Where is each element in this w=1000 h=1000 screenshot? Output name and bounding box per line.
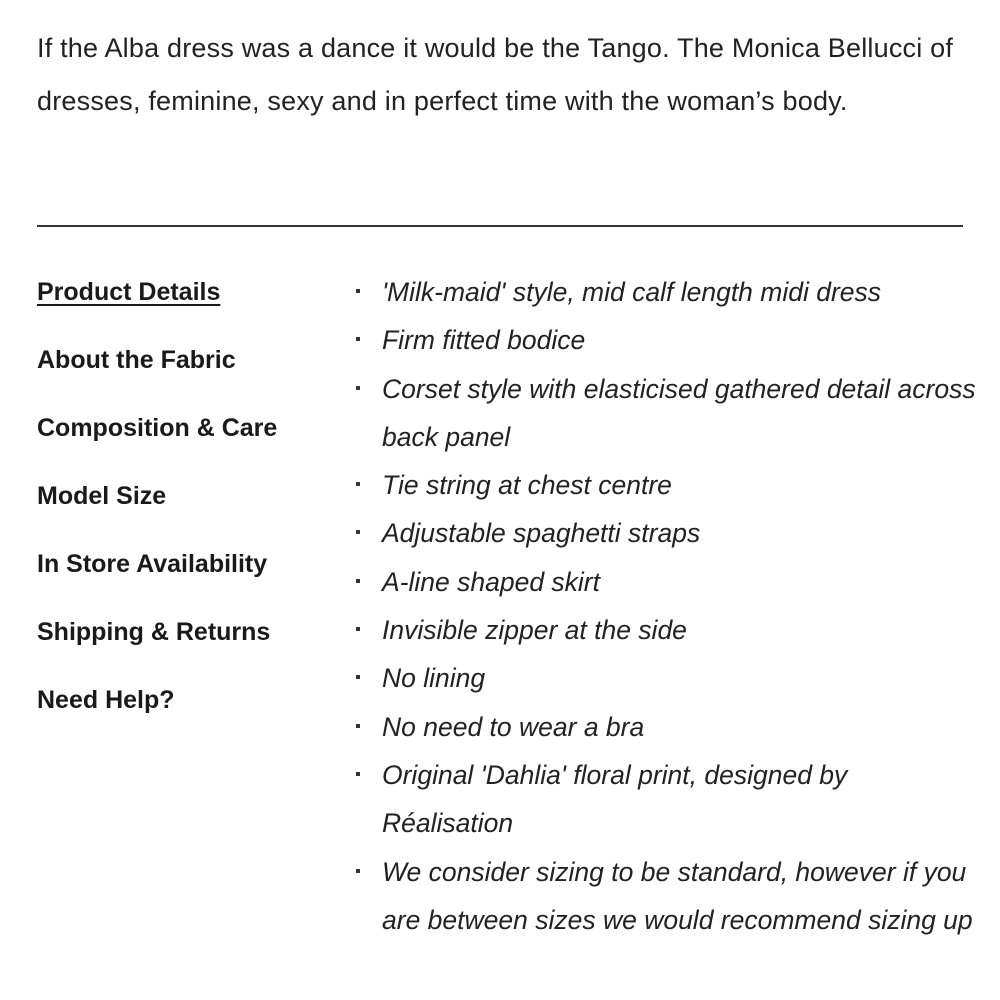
detail-text: Firm fitted bodice [382,325,586,356]
list-item [352,316,982,364]
tab-in-store-availability[interactable] [37,542,337,610]
product-details-list [352,268,982,944]
tab-label: Need Help? [37,686,175,714]
tab-label: Shipping & Returns [37,618,271,646]
list-item [352,848,982,945]
tab-label: In Store Availability [37,550,268,578]
detail-text: Original 'Dahlia' floral print, designed by Réalisation [382,759,848,839]
bullet-icon [356,579,360,583]
list-item [352,365,982,462]
tab-label: Composition & Care [37,414,278,442]
bullet-icon [356,675,360,679]
bullet-icon [356,289,360,293]
bullet-icon [356,627,360,631]
detail-text: We consider sizing to be standard, however if you are between sizes we would recommend sizing up [382,856,973,935]
detail-text: 'Milk-maid' style, mid calf length midi dress [382,277,882,307]
detail-text: No need to wear a bra [382,711,645,742]
tab-product-details[interactable] [37,270,337,338]
list-item [352,509,982,557]
list-item [352,654,982,702]
bullet-icon [356,869,360,873]
section-divider [37,225,963,227]
list-item [352,461,982,509]
tab-model-size[interactable] [37,474,337,542]
tab-label: About the Fabric [37,346,236,374]
detail-text: A-line shaped skirt [382,566,600,597]
detail-text: Invisible zipper at the side [382,615,687,646]
list-item [352,606,982,654]
tab-shipping-returns[interactable] [37,610,337,678]
tab-need-help[interactable] [37,678,337,746]
bullet-icon [356,337,360,341]
list-item [352,751,982,848]
bullet-icon [356,482,360,486]
tab-about-the-fabric[interactable] [37,338,337,406]
bullet-icon [356,386,360,390]
detail-text: Corset style with elasticised gathered detail across back panel [382,373,976,452]
bullet-icon [356,772,360,776]
bullet-icon [356,530,360,534]
detail-text: No lining [382,663,486,694]
tab-label: Product Details [37,278,221,306]
list-item [352,703,982,751]
product-description: If the Alba dress was a dance it would be the Tango. The Monica Bellucci of dresses, feminine, sexy and in perfect time with the woman’s body. [37,33,954,116]
product-info-tabs [37,270,337,746]
bullet-icon [356,724,360,728]
tab-label: Model Size [37,482,167,510]
list-item [352,268,982,316]
list-item [352,558,982,606]
tab-composition-care[interactable] [37,406,337,474]
detail-text: Adjustable spaghetti straps [382,518,701,549]
detail-text: Tie string at chest centre [382,470,672,501]
